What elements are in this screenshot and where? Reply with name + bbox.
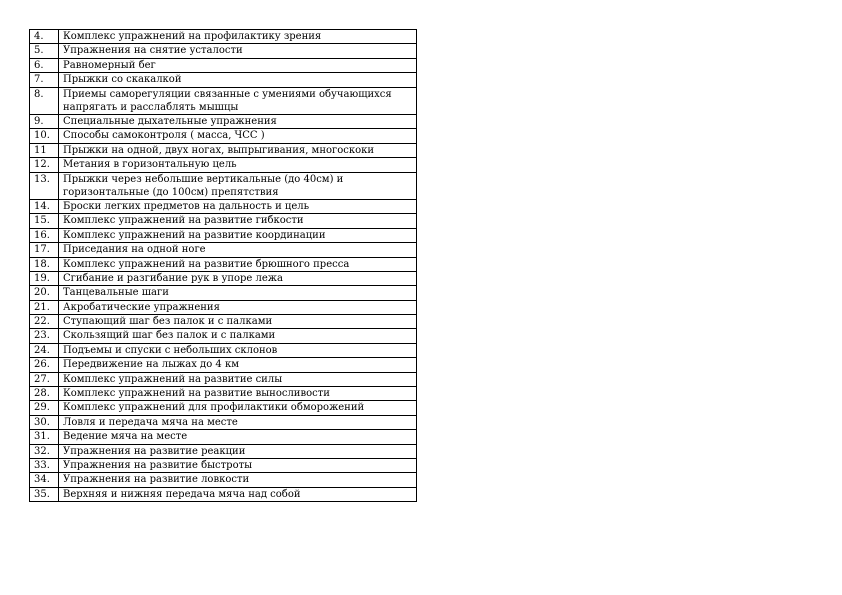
row-number: 16. xyxy=(30,228,59,242)
row-text: Упражнения на снятие усталости xyxy=(59,44,417,58)
row-text: Ведение мяча на месте xyxy=(59,430,417,444)
row-text: Танцевальные шаги xyxy=(59,286,417,300)
table-row xyxy=(30,228,417,242)
row-text: Комплекс упражнений на профилактику зрения xyxy=(59,30,417,44)
row-number: 33. xyxy=(30,458,59,472)
row-number: 23. xyxy=(30,329,59,343)
row-text: Передвижение на лыжах до 4 км xyxy=(59,358,417,372)
row-text: Ловля и передача мяча на месте xyxy=(59,415,417,429)
row-text: Прыжки со скакалкой xyxy=(59,73,417,87)
row-number: 20. xyxy=(30,286,59,300)
row-text: Подъемы и спуски с небольших склонов xyxy=(59,343,417,357)
row-text: Упражнения на развитие реакции xyxy=(59,444,417,458)
table-row xyxy=(30,158,417,172)
row-text: Сгибание и разгибание рук в упоре лежа xyxy=(59,271,417,285)
table-row xyxy=(30,271,417,285)
row-number: 6. xyxy=(30,58,59,72)
row-number: 5. xyxy=(30,44,59,58)
row-text: Комплекс упражнений на развитие координации xyxy=(59,228,417,242)
row-number: 19. xyxy=(30,271,59,285)
row-number: 21. xyxy=(30,300,59,314)
row-number: 18. xyxy=(30,257,59,271)
row-text: Ступающий шаг без палок и с палками xyxy=(59,315,417,329)
row-number: 22. xyxy=(30,315,59,329)
row-number: 26. xyxy=(30,358,59,372)
row-number: 32. xyxy=(30,444,59,458)
row-number: 35. xyxy=(30,487,59,501)
row-text: Приседания на одной ноге xyxy=(59,243,417,257)
row-number: 31. xyxy=(30,430,59,444)
row-text: Способы самоконтроля ( масса, ЧСС ) xyxy=(59,129,417,143)
row-number: 29. xyxy=(30,401,59,415)
exercise-table-body xyxy=(30,30,417,502)
table-row xyxy=(30,214,417,228)
table-row xyxy=(30,487,417,501)
table-row xyxy=(30,73,417,87)
row-number: 4. xyxy=(30,30,59,44)
row-text: Комплекс упражнений на развитие выносливости xyxy=(59,387,417,401)
table-row xyxy=(30,430,417,444)
row-text: Приемы саморегуляции связанные с умениями обучающихся напрягать и расслаблять мышцы xyxy=(59,87,417,114)
table-row xyxy=(30,257,417,271)
table-row xyxy=(30,58,417,72)
table-row xyxy=(30,129,417,143)
row-number: 24. xyxy=(30,343,59,357)
table-row xyxy=(30,343,417,357)
row-number: 15. xyxy=(30,214,59,228)
table-row xyxy=(30,329,417,343)
row-number: 13. xyxy=(30,172,59,199)
row-number: 30. xyxy=(30,415,59,429)
table-row xyxy=(30,372,417,386)
table-row xyxy=(30,315,417,329)
row-text: Комплекс упражнений на развитие гибкости xyxy=(59,214,417,228)
table-row xyxy=(30,415,417,429)
table-row xyxy=(30,199,417,213)
row-number: 10. xyxy=(30,129,59,143)
row-text: Комплекс упражнений на развитие силы xyxy=(59,372,417,386)
row-text: Упражнения на развитие ловкости xyxy=(59,473,417,487)
table-row xyxy=(30,143,417,157)
row-text: Броски легких предметов на дальность и цель xyxy=(59,199,417,213)
table-row xyxy=(30,44,417,58)
table-row xyxy=(30,286,417,300)
row-text: Специальные дыхательные упражнения xyxy=(59,114,417,128)
row-text: Прыжки на одной, двух ногах, выпрыгивания, многоскоки xyxy=(59,143,417,157)
row-number: 8. xyxy=(30,87,59,114)
table-row xyxy=(30,387,417,401)
row-text: Метания в горизонтальную цель xyxy=(59,158,417,172)
row-number: 7. xyxy=(30,73,59,87)
row-text: Акробатические упражнения xyxy=(59,300,417,314)
row-number: 17. xyxy=(30,243,59,257)
table-row xyxy=(30,87,417,114)
table-row xyxy=(30,473,417,487)
row-number: 28. xyxy=(30,387,59,401)
row-number: 12. xyxy=(30,158,59,172)
table-row xyxy=(30,358,417,372)
row-number: 11 xyxy=(30,143,59,157)
row-text: Прыжки через небольшие вертикальные (до 40см) и горизонтальные (до 100см) препятствия xyxy=(59,172,417,199)
row-text: Верхняя и нижняя передача мяча над собой xyxy=(59,487,417,501)
row-text: Упражнения на развитие быстроты xyxy=(59,458,417,472)
table-row xyxy=(30,458,417,472)
row-text: Комплекс упражнений для профилактики обморожений xyxy=(59,401,417,415)
table-row xyxy=(30,444,417,458)
row-text: Комплекс упражнений на развитие брюшного пресса xyxy=(59,257,417,271)
table-row xyxy=(30,30,417,44)
row-text: Скользящий шаг без палок и с палками xyxy=(59,329,417,343)
table-row xyxy=(30,300,417,314)
row-number: 14. xyxy=(30,199,59,213)
exercise-table xyxy=(29,29,417,502)
table-row xyxy=(30,172,417,199)
row-number: 9. xyxy=(30,114,59,128)
table-row xyxy=(30,114,417,128)
row-number: 34. xyxy=(30,473,59,487)
table-row xyxy=(30,401,417,415)
row-number: 27. xyxy=(30,372,59,386)
row-text: Равномерный бег xyxy=(59,58,417,72)
table-row xyxy=(30,243,417,257)
